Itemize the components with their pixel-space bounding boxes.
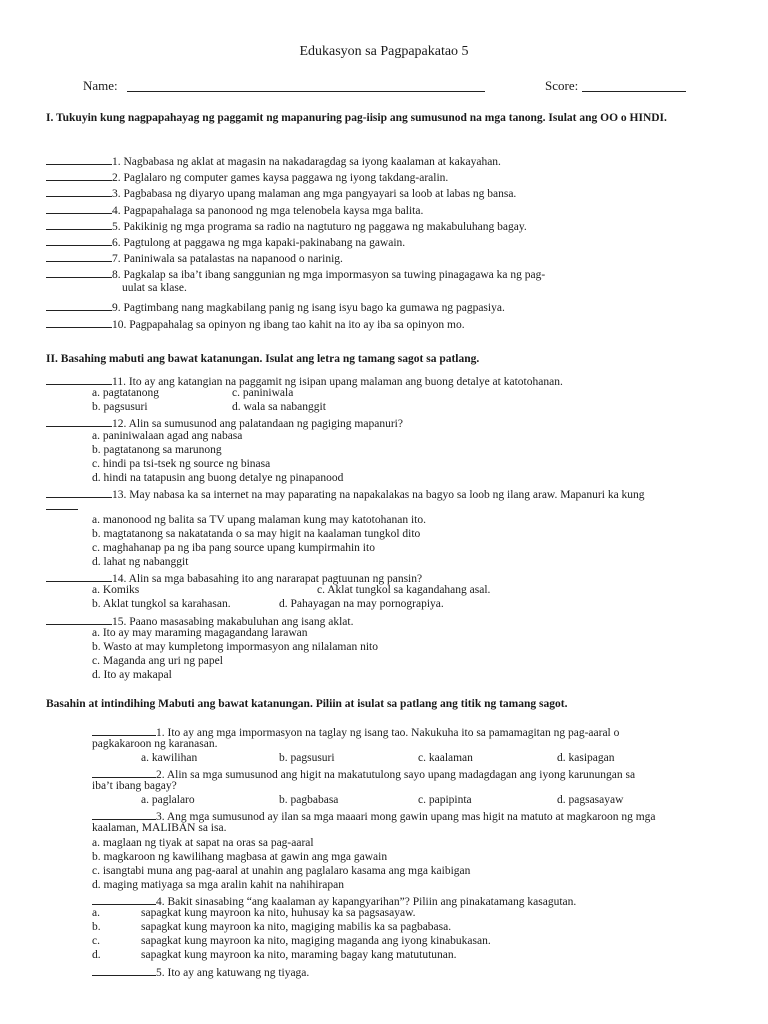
s3-q5: 5. Ito ay ang katuwang ng tiyaga. (92, 964, 309, 980)
q14-option-d: d. Pahayagan na may pornograpiya. (279, 598, 444, 610)
q15-option-a: a. Ito ay may maraming magagandang larawan (92, 627, 308, 639)
s3-q4-option-b: sapagkat kung mayroon ka nito, magiging mabilis ka sa pagbabasa. (141, 921, 452, 933)
q11-option-b: b. pagsusuri (92, 401, 148, 413)
section2-instruction: II. Basahing mabuti ang bawat katanungan. Isulat ang letra ng tamang sagot sa patlang. (46, 353, 480, 365)
score-field[interactable] (582, 91, 686, 92)
name-field[interactable] (127, 91, 485, 92)
s3-q4-letter-d: d. (92, 949, 101, 961)
s3-q4-letter-b: b. (92, 921, 101, 933)
s3-q4-letter-a: a. (92, 907, 100, 919)
s3-q2: 2. Alin sa mga sumusunod ang higit na makatutulong sayo upang madagdagan ang iyong karunungan sa (92, 766, 635, 782)
s3-q1-line2: pagkakaroon ng karanasan. (92, 738, 218, 750)
answer-blank[interactable] (46, 153, 112, 165)
q12-option-c: c. hindi pa tsi-tsek ng source ng binasa (92, 458, 271, 470)
s3-q3-option-d: d. maging matiyaga sa mga aralin kahit na nahihirapan (92, 879, 344, 891)
q14-option-c: c. Aklat tungkol sa kagandahang asal. (317, 584, 491, 596)
q11-option-c: c. paniniwala (232, 387, 294, 399)
s1-item-8: 8. Pagkalap sa iba’t ibang sanggunian ng mga impormasyon sa tuwing pinagagawa ka ng pag- (46, 266, 545, 282)
s3-q1: 1. Ito ay ang mga impormasyon na taglay ng isang tao. Nakukuha ito sa pamamagitan ng pag-aaral o (92, 724, 619, 740)
page-title: Edukasyon sa Pagpapakatao 5 (299, 44, 469, 59)
answer-blank[interactable] (92, 766, 156, 778)
s3-q1-option-d: d. kasipagan (557, 752, 615, 764)
s3-q2-option-b: b. pagbabasa (279, 794, 339, 806)
s3-q1-option-a: a. kawilihan (141, 752, 198, 764)
q14-option-b: b. Aklat tungkol sa karahasan. (92, 598, 231, 610)
s3-q3: 3. Ang mga sumusunod ay ilan sa mga maaari mong gawin upang mas higit na matuto at magkaroon ng mga (92, 808, 656, 824)
q13-option-c: c. maghahanap pa ng iba pang source upang kumpirmahin ito (92, 542, 375, 554)
q11-option-d: d. wala sa nabanggit (232, 401, 326, 413)
q13: 13. May nabasa ka sa internet na may paparating na napakalakas na bagyo sa loob ng ilang araw. Mapanuri ka kung (46, 486, 645, 502)
q13-option-a: a. manonood ng balita sa TV upang malaman kung may katotohanan ito. (92, 514, 426, 526)
q12-option-a: a. paniniwalaan agad ang nabasa (92, 430, 243, 442)
q11-option-a: a. pagtatanong (92, 387, 160, 399)
s1-item-2: 2. Paglalaro ng computer games kaysa paggawa ng iyong takdang-aralin. (46, 169, 448, 185)
s3-q1-option-b: b. pagsusuri (279, 752, 335, 764)
q13-option-b: b. magtatanong sa nakatatanda o sa may higit na kaalaman tungkol dito (92, 528, 421, 540)
answer-blank[interactable] (46, 234, 112, 246)
answer-blank[interactable] (92, 964, 156, 976)
answer-blank[interactable] (46, 266, 112, 278)
s3-q2-option-c: c. papipinta (418, 794, 472, 806)
s1-item-8-continued: uulat sa klase. (122, 282, 187, 294)
name-label: Name: (83, 78, 118, 93)
q11: 11. Ito ay ang katangian na paggamit ng isipan upang malaman ang buong detalye at katotohanan. (46, 373, 563, 389)
s3-q3-option-c: c. isangtabi muna ang pag-aaral at unahin ang paglalaro kasama ang mga kaibigan (92, 865, 471, 877)
s3-q2-option-a: a. paglalaro (141, 794, 195, 806)
q14: 14. Alin sa mga babasahing ito ang nararapat pagtuunan ng pansin? (46, 570, 422, 586)
s1-item-10: 10. Pagpapahalag sa opinyon ng ibang tao kahit na ito ay iba sa opinyon mo. (46, 316, 465, 332)
answer-blank[interactable] (46, 218, 112, 230)
s3-q2-line2: iba’t ibang bagay? (92, 780, 177, 792)
q15-option-d: d. Ito ay makapal (92, 669, 172, 681)
q14-option-a: a. Komiks (92, 584, 140, 596)
answer-blank[interactable] (46, 169, 112, 181)
s1-item-6: 6. Pagtulong at paggawa ng mga kapaki-pakinabang na gawain. (46, 234, 405, 250)
q13-continued-blank (46, 498, 78, 514)
answer-blank[interactable] (46, 613, 112, 625)
answer-blank[interactable] (46, 316, 112, 328)
answer-blank[interactable] (92, 724, 156, 736)
q15-option-b: b. Wasto at may kumpletong impormasyon ang nilalaman nito (92, 641, 378, 653)
s3-q3-option-b: b. magkaroon ng kawilihang magbasa at gawin ang mga gawain (92, 851, 388, 863)
q13-option-d: d. lahat ng nabanggit (92, 556, 189, 568)
q12: 12. Alin sa sumusunod ang palatandaan ng pagiging mapanuri? (46, 415, 403, 431)
s3-q4-option-c: sapagkat kung mayroon ka nito, magiging maganda ang iyong kinabukasan. (141, 935, 491, 947)
s3-q3-option-a: a. maglaan ng tiyak at sapat na oras sa pag-aaral (92, 837, 314, 849)
answer-blank[interactable] (46, 299, 112, 311)
answer-blank[interactable] (46, 250, 112, 262)
s3-q4-letter-c: c. (92, 935, 100, 947)
answer-blank[interactable] (46, 486, 112, 498)
answer-blank[interactable] (46, 373, 112, 385)
score-label: Score: (545, 78, 579, 93)
s1-item-5: 5. Pakikinig ng mga programa sa radio na nagtuturo ng paggawa ng makabuluhang bagay. (46, 218, 527, 234)
answer-blank[interactable] (92, 893, 156, 905)
s3-q2-option-d: d. pagsasayaw (557, 794, 624, 806)
s1-item-4: 4. Pagpapahalaga sa panonood ng mga telenobela kaysa mga balita. (46, 202, 423, 218)
answer-blank[interactable] (46, 202, 112, 214)
s3-q4: 4. Bakit sinasabing “ang kaalaman ay kapangyarihan”? Piliin ang pinakatamang kasagutan. (92, 893, 576, 909)
answer-blank[interactable] (92, 808, 156, 820)
s1-item-7: 7. Paniniwala sa patalastas na napanood o narinig. (46, 250, 343, 266)
answer-blank[interactable] (46, 185, 112, 197)
s3-q3-line2: kaalaman, MALIBAN sa isa. (92, 822, 227, 834)
answer-blank (46, 498, 78, 510)
s1-item-3: 3. Pagbabasa ng diyaryo upang malaman ang mga pangyayari sa loob at labas ng bansa. (46, 185, 516, 201)
q15: 15. Paano masasabing makabuluhan ang isang aklat. (46, 613, 353, 629)
section3-instruction: Basahin at intindihing Mabuti ang bawat katanungan. Piliin at isulat sa patlang ang titik ng tamang sagot. (46, 698, 568, 710)
q12-option-b: b. pagtatanong sa marunong (92, 444, 222, 456)
s1-item-9: 9. Pagtimbang nang magkabilang panig ng isang isyu bago ka gumawa ng pagpasiya. (46, 299, 505, 315)
q15-option-c: c. Maganda ang uri ng papel (92, 655, 223, 667)
s3-q4-option-a: sapagkat kung mayroon ka nito, huhusay ka sa pagsasayaw. (141, 907, 416, 919)
section1-instruction: I. Tukuyin kung nagpapahayag ng paggamit ng mapanuring pag-iisip ang sumusunod na mga tanong. Isulat ang OO o HINDI. (46, 112, 667, 124)
s1-item-1: 1. Nagbabasa ng aklat at magasin na nakadaragdag sa iyong kaalaman at kakayahan. (46, 153, 501, 169)
s3-q1-option-c: c. kaalaman (418, 752, 473, 764)
answer-blank[interactable] (46, 570, 112, 582)
q12-option-d: d. hindi na tatapusin ang buong detalye ng pinapanood (92, 472, 344, 484)
s3-q4-option-d: sapagkat kung mayroon ka nito, maraming bagay kang matututunan. (141, 949, 457, 961)
answer-blank[interactable] (46, 415, 112, 427)
